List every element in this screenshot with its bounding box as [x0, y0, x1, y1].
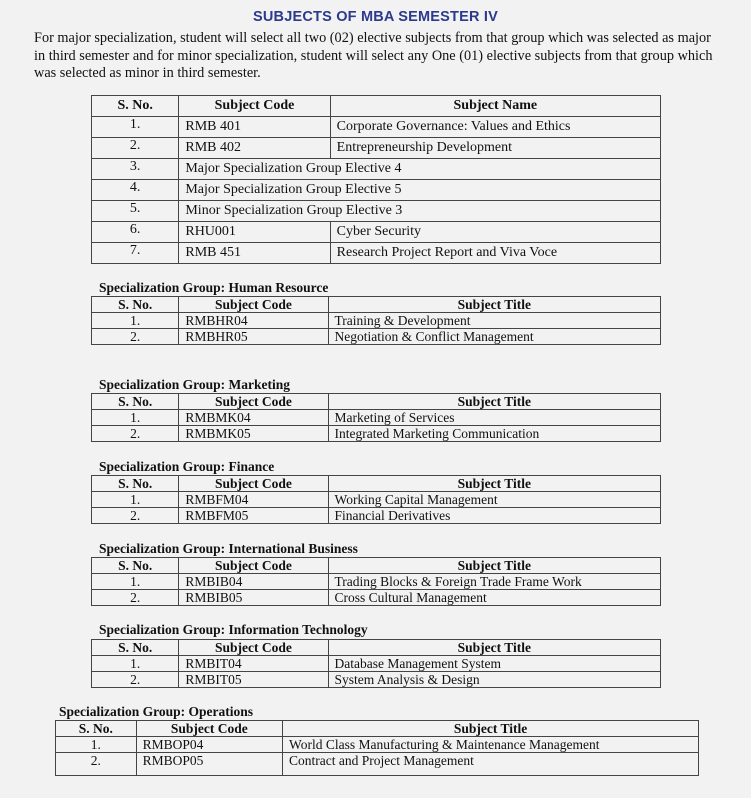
cell-title: World Class Manufacturing & Maintenance Management	[283, 737, 699, 753]
cell-code: RMBOP05	[136, 753, 282, 776]
group-heading-finance: Specialization Group: Finance	[99, 459, 275, 474]
cell-code: RMBHR05	[179, 329, 328, 345]
table-row	[92, 138, 661, 159]
cell-title: System Analysis & Design	[328, 672, 660, 688]
table-row	[56, 737, 699, 753]
cell-code: RMBMK04	[179, 410, 328, 426]
cell-title: Marketing of Services	[328, 410, 660, 426]
table-row	[92, 590, 661, 606]
cell-sno: 2.	[92, 329, 179, 345]
cell-sno: 4.	[92, 180, 179, 201]
table-row	[92, 201, 661, 222]
column-header-title: Subject Title	[328, 476, 660, 492]
group-heading-marketing: Specialization Group: Marketing	[99, 377, 290, 392]
cell-sno: 2.	[92, 138, 179, 159]
table-row	[92, 574, 661, 590]
group-table-international-business	[91, 557, 661, 606]
cell-code: RMBFM05	[179, 508, 328, 524]
cell-code: RMB 451	[179, 243, 330, 264]
column-header-code: Subject Code	[179, 96, 330, 117]
column-header-sno: S. No.	[92, 640, 179, 656]
cell-sno: 3.	[92, 159, 179, 180]
cell-code: RMBOP04	[136, 737, 282, 753]
cell-sno: 2.	[92, 508, 179, 524]
table-row	[92, 222, 661, 243]
cell-sno: 1.	[56, 737, 137, 753]
cell-merged: Major Specialization Group Elective 4	[179, 159, 661, 180]
table-row	[92, 426, 661, 442]
cell-name: Corporate Governance: Values and Ethics	[330, 117, 660, 138]
cell-sno: 7.	[92, 243, 179, 264]
table-row	[92, 180, 661, 201]
cell-title: Negotiation & Conflict Management	[328, 329, 660, 345]
table-row	[92, 508, 661, 524]
cell-code: RMBIT05	[179, 672, 328, 688]
table-header-row	[92, 476, 661, 492]
semester-subjects-table	[91, 95, 661, 264]
cell-code: RHU001	[179, 222, 330, 243]
group-table-marketing	[91, 393, 661, 442]
column-header-code: Subject Code	[179, 297, 328, 313]
table-row	[92, 243, 661, 264]
group-heading-international-business: Specialization Group: International Business	[99, 541, 358, 556]
table-row	[92, 313, 661, 329]
cell-sno: 5.	[92, 201, 179, 222]
column-header-code: Subject Code	[179, 558, 328, 574]
intro-paragraph: For major specialization, student will select all two (02) elective subjects from that group which was selected as major in third semester and for minor specialization, student will select any One (01) elective subjects from that group which was selected as minor in third semester.	[34, 30, 713, 81]
group-table-information-technology	[91, 639, 661, 688]
cell-title: Database Management System	[328, 656, 660, 672]
cell-title: Training & Development	[328, 313, 660, 329]
column-header-title: Subject Title	[283, 721, 699, 737]
column-header-title: Subject Title	[328, 297, 660, 313]
cell-sno: 1.	[92, 117, 179, 138]
table-header-row	[92, 640, 661, 656]
table-row	[92, 492, 661, 508]
cell-sno: 1.	[92, 410, 179, 426]
page-title: SUBJECTS OF MBA SEMESTER IV	[253, 9, 498, 25]
table-row	[92, 117, 661, 138]
column-header-sno: S. No.	[92, 297, 179, 313]
column-header-sno: S. No.	[92, 476, 179, 492]
group-heading-information-technology: Specialization Group: Information Technology	[99, 622, 368, 637]
column-header-sno: S. No.	[92, 394, 179, 410]
column-header-sno: S. No.	[92, 96, 179, 117]
cell-sno: 1.	[92, 492, 179, 508]
cell-code: RMB 401	[179, 117, 330, 138]
table-row	[56, 753, 699, 776]
table-row	[92, 672, 661, 688]
cell-title: Contract and Project Management	[283, 753, 699, 776]
cell-sno: 1.	[92, 313, 179, 329]
cell-sno: 2.	[92, 590, 179, 606]
table-header-row	[56, 721, 699, 737]
table-header-row	[92, 394, 661, 410]
cell-sno: 2.	[56, 753, 137, 776]
column-header-title: Subject Title	[328, 394, 660, 410]
table-row	[92, 656, 661, 672]
cell-code: RMB 402	[179, 138, 330, 159]
table-row	[92, 329, 661, 345]
table-header-row	[92, 558, 661, 574]
group-heading-operations: Specialization Group: Operations	[59, 704, 254, 719]
group-heading-human-resource: Specialization Group: Human Resource	[99, 280, 329, 295]
cell-title: Financial Derivatives	[328, 508, 660, 524]
column-header-sno: S. No.	[92, 558, 179, 574]
cell-code: RMBHR04	[179, 313, 328, 329]
column-header-sno: S. No.	[56, 721, 137, 737]
cell-title: Trading Blocks & Foreign Trade Frame Work	[328, 574, 660, 590]
group-table-operations	[55, 720, 699, 776]
cell-code: RMBMK05	[179, 426, 328, 442]
column-header-code: Subject Code	[179, 394, 328, 410]
column-header-code: Subject Code	[179, 476, 328, 492]
cell-code: RMBIB04	[179, 574, 328, 590]
cell-title: Integrated Marketing Communication	[328, 426, 660, 442]
cell-name: Entrepreneurship Development	[330, 138, 660, 159]
cell-name: Cyber Security	[330, 222, 660, 243]
cell-sno: 1.	[92, 656, 179, 672]
cell-name: Research Project Report and Viva Voce	[330, 243, 660, 264]
group-table-finance	[91, 475, 661, 524]
column-header-code: Subject Code	[179, 640, 328, 656]
cell-sno: 1.	[92, 574, 179, 590]
table-row	[92, 159, 661, 180]
cell-code: RMBFM04	[179, 492, 328, 508]
table-header-row	[92, 96, 661, 117]
cell-merged: Minor Specialization Group Elective 3	[179, 201, 661, 222]
group-table-human-resource	[91, 296, 661, 345]
cell-sno: 6.	[92, 222, 179, 243]
cell-merged: Major Specialization Group Elective 5	[179, 180, 661, 201]
table-row	[92, 410, 661, 426]
cell-sno: 2.	[92, 426, 179, 442]
table-header-row	[92, 297, 661, 313]
cell-code: RMBIT04	[179, 656, 328, 672]
cell-title: Cross Cultural Management	[328, 590, 660, 606]
column-header-name: Subject Name	[330, 96, 660, 117]
cell-sno: 2.	[92, 672, 179, 688]
column-header-title: Subject Title	[328, 640, 660, 656]
column-header-title: Subject Title	[328, 558, 660, 574]
cell-title: Working Capital Management	[328, 492, 660, 508]
cell-code: RMBIB05	[179, 590, 328, 606]
column-header-code: Subject Code	[136, 721, 282, 737]
